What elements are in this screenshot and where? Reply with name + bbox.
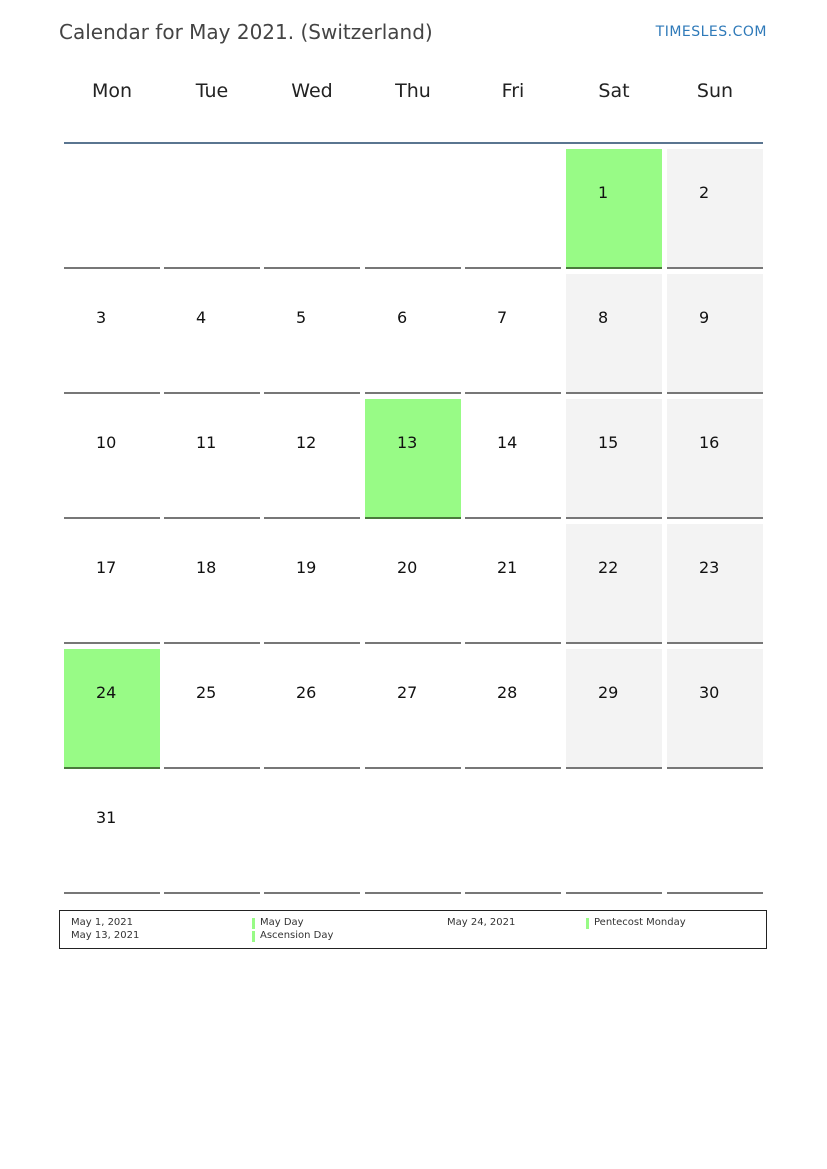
- day-cell[interactable]: [365, 274, 461, 394]
- day-number: 3: [96, 308, 107, 327]
- day-cell[interactable]: [465, 524, 561, 644]
- day-number: 14: [497, 433, 518, 452]
- day-number: 19: [296, 558, 317, 577]
- day-cell[interactable]: [264, 274, 360, 394]
- day-cell[interactable]: [64, 649, 160, 769]
- legend-date: May 24, 2021: [447, 917, 516, 928]
- legend-holiday-label: Pentecost Monday: [594, 917, 686, 928]
- legend-date: May 1, 2021: [71, 917, 134, 928]
- day-number: 27: [397, 683, 418, 702]
- weekday-header: [64, 80, 763, 128]
- day-number: 29: [598, 683, 619, 702]
- day-cell[interactable]: [64, 524, 160, 644]
- day-number: 5: [296, 308, 307, 327]
- weekday-fri: Fri: [501, 80, 525, 102]
- legend-holiday-label: May Day: [260, 917, 304, 928]
- weekday-sun: Sun: [696, 80, 734, 102]
- day-cell[interactable]: [566, 274, 662, 394]
- day-number: 7: [497, 308, 508, 327]
- day-number: 10: [96, 433, 117, 452]
- day-number: 21: [497, 558, 518, 577]
- day-number: 20: [397, 558, 418, 577]
- day-cell[interactable]: [465, 649, 561, 769]
- day-number: 25: [196, 683, 217, 702]
- day-cell[interactable]: [164, 649, 260, 769]
- weekday-tue: Tue: [195, 80, 229, 102]
- day-number: 26: [296, 683, 317, 702]
- day-cell[interactable]: [667, 274, 763, 394]
- page-title: Calendar for May 2021. (Switzerland): [59, 20, 433, 44]
- day-number: 6: [397, 308, 408, 327]
- day-cell[interactable]: [667, 524, 763, 644]
- brand-link[interactable]: TIMESLES.COM: [655, 24, 767, 40]
- day-cell[interactable]: [264, 524, 360, 644]
- day-cell[interactable]: [667, 649, 763, 769]
- day-cell[interactable]: [566, 524, 662, 644]
- day-cell[interactable]: [667, 149, 763, 269]
- header-divider: [64, 142, 763, 144]
- day-cell[interactable]: [365, 649, 461, 769]
- empty-day-cell: [365, 149, 461, 269]
- day-number: 18: [196, 558, 217, 577]
- day-cell[interactable]: [365, 524, 461, 644]
- day-number: 30: [699, 683, 720, 702]
- empty-day-cell: [566, 774, 662, 894]
- day-number: 17: [96, 558, 117, 577]
- legend-date: May 13, 2021: [71, 930, 140, 941]
- day-cell[interactable]: [566, 399, 662, 519]
- weekday-thu: Thu: [395, 80, 431, 102]
- legend-holiday-label: Ascension Day: [260, 930, 334, 941]
- day-cell[interactable]: [566, 149, 662, 269]
- legend-holiday-name: [586, 917, 686, 928]
- day-number: 31: [96, 808, 117, 827]
- day-number: 28: [497, 683, 518, 702]
- holiday-legend: [59, 910, 767, 949]
- empty-day-cell: [64, 149, 160, 269]
- day-number: 8: [598, 308, 609, 327]
- day-cell[interactable]: [264, 649, 360, 769]
- calendar-grid: [64, 149, 763, 894]
- day-cell[interactable]: [465, 399, 561, 519]
- day-number: 24: [96, 683, 117, 702]
- day-number: 2: [699, 183, 710, 202]
- empty-day-cell: [365, 774, 461, 894]
- day-cell[interactable]: [164, 274, 260, 394]
- empty-day-cell: [264, 774, 360, 894]
- empty-day-cell: [465, 774, 561, 894]
- day-number: 23: [699, 558, 720, 577]
- day-cell[interactable]: [64, 399, 160, 519]
- day-cell[interactable]: [64, 774, 160, 894]
- holiday-color-marker: [252, 918, 255, 929]
- empty-day-cell: [164, 774, 260, 894]
- day-cell[interactable]: [164, 399, 260, 519]
- day-cell[interactable]: [164, 524, 260, 644]
- legend-holiday-name: [252, 917, 304, 928]
- day-number: 16: [699, 433, 720, 452]
- day-number: 12: [296, 433, 317, 452]
- day-cell[interactable]: [264, 399, 360, 519]
- day-cell[interactable]: [365, 399, 461, 519]
- empty-day-cell: [667, 774, 763, 894]
- empty-day-cell: [465, 149, 561, 269]
- weekday-sat: Sat: [598, 80, 630, 102]
- day-cell[interactable]: [64, 274, 160, 394]
- day-cell[interactable]: [667, 399, 763, 519]
- day-number: 1: [598, 183, 609, 202]
- day-number: 11: [196, 433, 217, 452]
- day-number: 4: [196, 308, 207, 327]
- legend-holiday-name: [252, 930, 333, 941]
- empty-day-cell: [264, 149, 360, 269]
- day-cell[interactable]: [465, 274, 561, 394]
- holiday-color-marker: [252, 931, 255, 942]
- empty-day-cell: [164, 149, 260, 269]
- day-number: 9: [699, 308, 710, 327]
- weekday-mon: Mon: [91, 80, 133, 102]
- holiday-color-marker: [586, 918, 589, 929]
- day-number: 22: [598, 558, 619, 577]
- day-number: 13: [397, 433, 418, 452]
- day-cell[interactable]: [566, 649, 662, 769]
- day-number: 15: [598, 433, 619, 452]
- weekday-wed: Wed: [291, 80, 333, 102]
